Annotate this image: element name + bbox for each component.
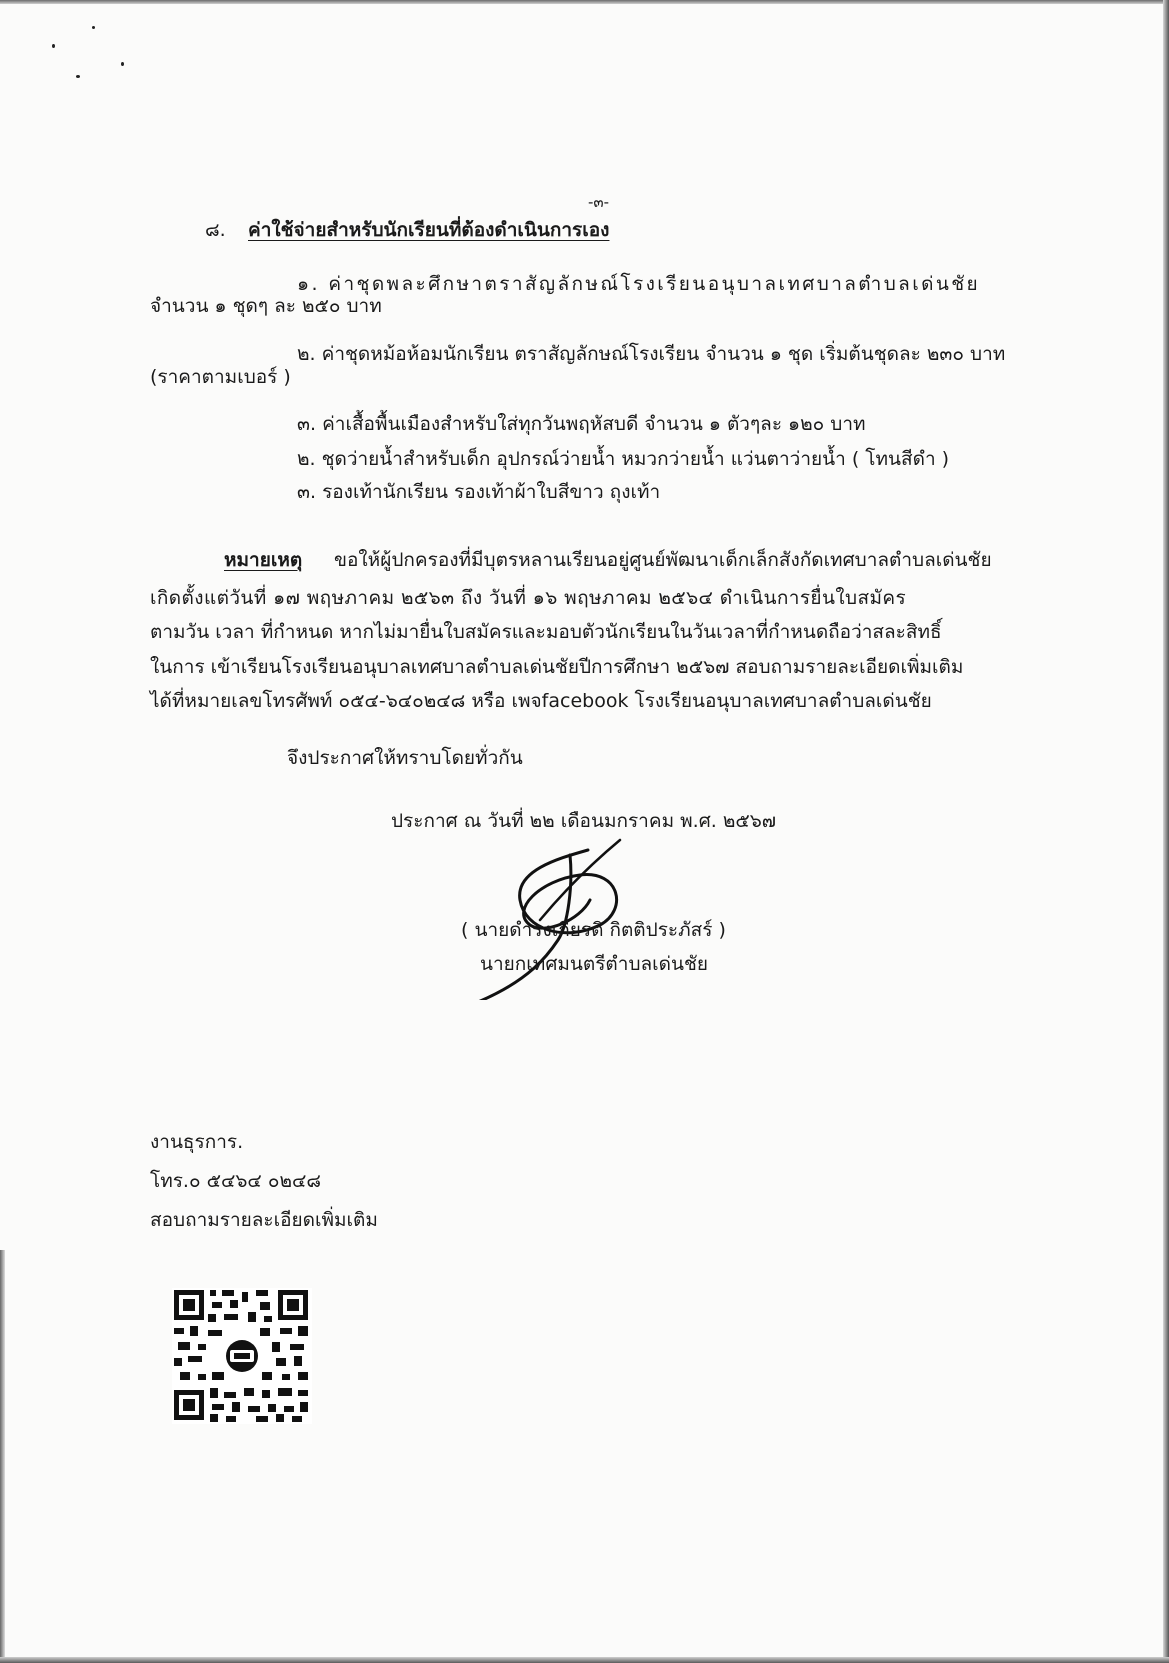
remark-label: หมายเหตุ [224,549,303,571]
item-3: ๓. ค่าเสื้อพื้นเมืองสำหรับใส่ทุกวันพฤหัสบดี จำนวน ๑ ตัวๆละ ๑๒๐ บาท [297,413,866,435]
scan-edge-right [1163,0,1169,1663]
contact-inquiry: สอบถามรายละเอียดเพิ่มเติม [150,1209,378,1231]
contact-department: งานธุรการ. [150,1131,244,1153]
scan-speck [92,26,95,29]
section-title: ค่าใช้จ่ายสำหรับนักเรียนที่ต้องดำเนินการเอง [248,219,610,241]
scan-edge-top [0,0,1169,4]
remark-line-4: ในการ เข้าเรียนโรงเรียนอนุบาลเทศบาลตำบลเด่นชัยปีการศึกษา ๒๕๖๗ สอบถามรายละเอียดเพิ่มเติม [150,656,964,678]
item-1-line-1: ๑. ค่าชุดพละศึกษาตราสัญลักษณ์โรงเรียนอนุบาลเทศบาลตำบลเด่นชัย [297,273,981,295]
item-4: ๒. ชุดว่ายน้ำสำหรับเด็ก อุปกรณ์ว่ายน้ำ หมวกว่ายน้ำ แว่นตาว่ายน้ำ ( โทนสีดำ ) [297,448,950,470]
closing-statement: จึงประกาศให้ทราบโดยทั่วกัน [287,747,523,769]
item-2-line-1: ๒. ค่าชุดหม้อห้อมนักเรียน ตราสัญลักษณ์โรงเรียน จำนวน ๑ ชุด เริ่มต้นชุดละ ๒๓๐ บาท [297,343,1006,365]
scan-speck [52,44,55,48]
remark-line-2: เกิดตั้งแต่วันที่ ๑๗ พฤษภาคม ๒๕๖๓ ถึง วันที่ ๑๖ พฤษภาคม ๒๕๖๔ ดำเนินการยื่นใบสมัคร [150,587,907,609]
item-1-line-2: จำนวน ๑ ชุดๆ ละ ๒๕๐ บาท [150,295,382,317]
section-number: ๘. [205,219,226,241]
item-2-line-2: (ราคาตามเบอร์ ) [150,366,291,388]
signer-position: นายกเทศมนตรีตำบลเด่นชัย [480,953,708,975]
scan-edge-bottom [0,1657,1169,1663]
remark-line-3: ตามวัน เวลา ที่กำหนด หากไม่มายื่นใบสมัครและมอบตัวนักเรียนในวันเวลาที่กำหนดถือว่าสละสิทธิ์ [150,621,942,643]
scan-speck [121,62,124,66]
contact-phone: โทร.๐ ๕๔๖๔ ๐๒๔๘ [150,1170,322,1192]
remark-line-5: ได้ที่หมายเลขโทรศัพท์ ๐๕๔-๖๔๐๒๔๘ หรือ เพจfacebook โรงเรียนอนุบาลเทศบาลตำบลเด่นชัย [150,690,932,712]
signer-name: ( นายดำรงเกียรติ กิตติประภัสร์ ) [461,919,726,941]
qr-code-image [172,1288,312,1424]
remark-line-1: ขอให้ผู้ปกครองที่มีบุตรหลานเรียนอยู่ศูนย์พัฒนาเด็กเล็กสังกัดเทศบาลตำบลเด่นชัย [334,549,992,571]
scan-speck [76,75,80,78]
item-5: ๓. รองเท้านักเรียน รองเท้าผ้าใบสีขาว ถุงเท้า [297,481,661,503]
announcement-date: ประกาศ ณ วันที่ ๒๒ เดือนมกราคม พ.ศ. ๒๕๖๗ [391,810,777,832]
page-number: -๓- [588,193,610,211]
scan-edge-left [0,1250,5,1663]
